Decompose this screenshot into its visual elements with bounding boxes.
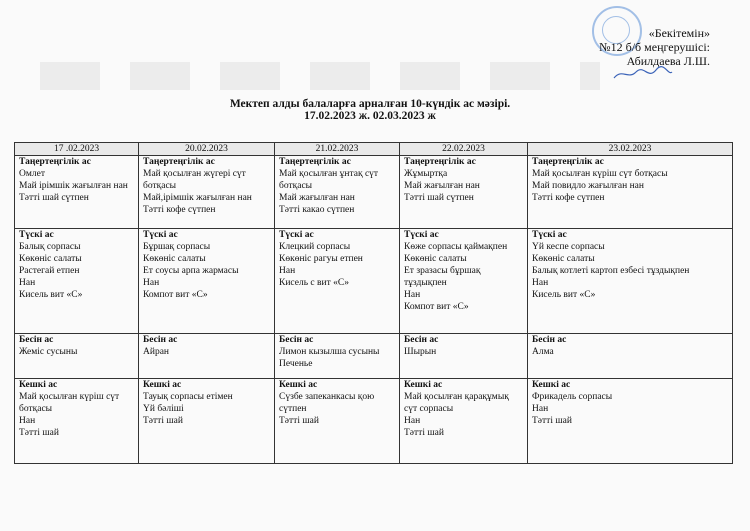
dish-line: Нан: [404, 290, 421, 300]
dish-line: Көкөніс салаты: [404, 254, 467, 264]
dish-line: Омлет: [19, 169, 45, 179]
dish-line: Ет зразасы бұршақ тұздықпен: [404, 266, 481, 288]
dish-line: Нан: [19, 278, 36, 288]
dish-line: Май қосылған жүгері сүт ботқасы: [143, 169, 246, 191]
dish-line: Май қосылған ұнтақ сүт ботқасы: [279, 169, 379, 191]
dish-line: Компот вит «С»: [143, 290, 208, 300]
page-title: Мектеп алды балаларға арналған 10-күндік ас мәзірі.: [229, 98, 511, 110]
meal-heading: Таңертеңгілік ас: [404, 157, 476, 167]
dish-line: Кисель с вит «С»: [279, 278, 349, 288]
dish-line: Шырын: [404, 347, 437, 357]
approval-block: [599, 26, 710, 68]
meal-heading: Бесін ас: [532, 335, 567, 345]
date-header: 22.02.2023: [400, 143, 528, 156]
dish-line: Май,ірімшік жағылған нан: [143, 193, 252, 203]
dish-line: Компот вит «С»: [404, 302, 469, 312]
meal-heading: Кешкі ас: [404, 380, 443, 390]
breakfast-row: [15, 156, 733, 229]
snack-row: [15, 334, 733, 379]
meal-heading: Кешкі ас: [532, 380, 571, 390]
meal-heading: Бесін ас: [143, 335, 178, 345]
date-header-row: [15, 143, 733, 156]
breakfast-cell: [15, 156, 139, 229]
dish-line: Май қосылған күріш сүт ботқасы: [19, 392, 120, 414]
dish-line: Тәтті шай: [19, 428, 59, 438]
dish-line: Печенье: [279, 359, 313, 369]
meal-heading: Таңертеңгілік ас: [19, 157, 91, 167]
dinner-cell: [15, 379, 139, 464]
lunch-cell: [139, 229, 275, 334]
dish-line: Нан: [143, 278, 160, 288]
meal-heading: Түскі ас: [19, 230, 54, 240]
dish-line: Нан: [532, 278, 549, 288]
meal-heading: Түскі ас: [532, 230, 567, 240]
dish-line: Тәтті шай: [532, 416, 572, 426]
dish-line: Тәтті шай сүтпен: [404, 193, 474, 203]
dish-line: Көкөніс салаты: [143, 254, 206, 264]
dish-line: Май қосылған қарақұмық сүт сорпасы: [404, 392, 509, 414]
dish-line: Май ірімшік жағылған нан: [19, 181, 128, 191]
meal-heading: Бесін ас: [19, 335, 54, 345]
lunch-row: [15, 229, 733, 334]
snack-cell: [528, 334, 733, 379]
dish-line: Кисель вит «С»: [19, 290, 83, 300]
dish-line: Жеміс сусыны: [19, 347, 78, 357]
dish-line: Балық котлеті картоп езбесі тұздықпен: [532, 266, 690, 276]
dinner-cell: [275, 379, 400, 464]
dish-line: Клецкий сорпасы: [279, 242, 351, 252]
dish-line: Тәтті шай сүтпен: [19, 193, 89, 203]
snack-cell: [139, 334, 275, 379]
dish-line: Нан: [19, 416, 36, 426]
dinner-row: [15, 379, 733, 464]
lunch-cell: [528, 229, 733, 334]
dish-line: Тәтті кофе сүтпен: [532, 193, 605, 203]
dish-line: Жұмыртқа: [404, 169, 448, 179]
dish-line: Көкөніс салаты: [19, 254, 82, 264]
snack-cell: [15, 334, 139, 379]
dish-line: Үй кеспе сорпасы: [532, 242, 605, 252]
bleed-through-background: [40, 62, 600, 90]
dish-line: Тәтті кофе сүтпен: [143, 205, 216, 215]
dish-line: Кисель вит «С»: [532, 290, 596, 300]
dish-line: Көкөніс салаты: [532, 254, 595, 264]
dish-line: Тәтті какао сүтпен: [279, 205, 355, 215]
dish-line: Айран: [143, 347, 169, 357]
dish-line: Үй бәліші: [143, 404, 184, 414]
meal-heading: Кешкі ас: [19, 380, 58, 390]
dish-line: Бұршақ сорпасы: [143, 242, 211, 252]
meal-heading: Таңертеңгілік ас: [279, 157, 351, 167]
dish-line: Тауық сорпасы етімен: [143, 392, 233, 402]
dish-line: Тәтті шай: [143, 416, 183, 426]
dish-line: Май қосылған күріш сүт ботқасы: [532, 169, 668, 179]
dinner-cell: [528, 379, 733, 464]
dinner-cell: [400, 379, 528, 464]
dish-line: Нан: [532, 404, 549, 414]
dish-line: Май повидло жағылған нан: [532, 181, 644, 191]
dish-line: Көже сорпасы қаймақпен: [404, 242, 508, 252]
dish-line: Фрикадель сорпасы: [532, 392, 613, 402]
dish-line: Нан: [279, 266, 296, 276]
dish-line: Май жағылған нан: [279, 193, 355, 203]
dish-line: Көкөніс рагуы етпен: [279, 254, 363, 264]
dish-line: Растегай етпен: [19, 266, 80, 276]
meal-heading: Бесін ас: [279, 335, 314, 345]
meal-heading: Таңертеңгілік ас: [532, 157, 604, 167]
approval-line-3: Абилдаева Л.Ш.: [626, 54, 710, 68]
dish-line: Лимон кызылша сусыны: [279, 347, 380, 357]
date-header: 21.02.2023: [275, 143, 400, 156]
breakfast-cell: [528, 156, 733, 229]
breakfast-cell: [275, 156, 400, 229]
lunch-cell: [275, 229, 400, 334]
menu-table: [14, 142, 733, 464]
dish-line: Нан: [404, 416, 421, 426]
dish-line: Ет соусы арпа жармасы: [143, 266, 239, 276]
dish-line: Тәтті шай: [404, 428, 444, 438]
date-header: 23.02.2023: [528, 143, 733, 156]
snack-cell: [275, 334, 400, 379]
breakfast-cell: [139, 156, 275, 229]
meal-heading: Түскі ас: [143, 230, 178, 240]
meal-heading: Түскі ас: [279, 230, 314, 240]
snack-cell: [400, 334, 528, 379]
page-subtitle-dates: 17.02.2023 ж. 02.03.2023 ж: [304, 110, 436, 122]
meal-heading: Таңертеңгілік ас: [143, 157, 215, 167]
dish-line: Май жағылған нан: [404, 181, 480, 191]
date-header: 20.02.2023: [139, 143, 275, 156]
dish-line: Тәтті шай: [279, 416, 319, 426]
approval-line-1: «Бекітемін»: [648, 26, 710, 40]
lunch-cell: [15, 229, 139, 334]
meal-heading: Кешкі ас: [143, 380, 182, 390]
lunch-cell: [400, 229, 528, 334]
dish-line: Балық сорпасы: [19, 242, 81, 252]
menu-body: [15, 156, 733, 464]
dish-line: Алма: [532, 347, 554, 357]
meal-heading: Бесін ас: [404, 335, 439, 345]
breakfast-cell: [400, 156, 528, 229]
date-header: 17 .02.2023: [15, 143, 139, 156]
meal-heading: Түскі ас: [404, 230, 439, 240]
dinner-cell: [139, 379, 275, 464]
meal-heading: Кешкі ас: [279, 380, 318, 390]
dish-line: Сүзбе запеканкасы қою сүтпен: [279, 392, 375, 414]
signature-mark: [612, 66, 674, 82]
approval-line-2: №12 б/б меңгерушісі:: [599, 40, 710, 54]
